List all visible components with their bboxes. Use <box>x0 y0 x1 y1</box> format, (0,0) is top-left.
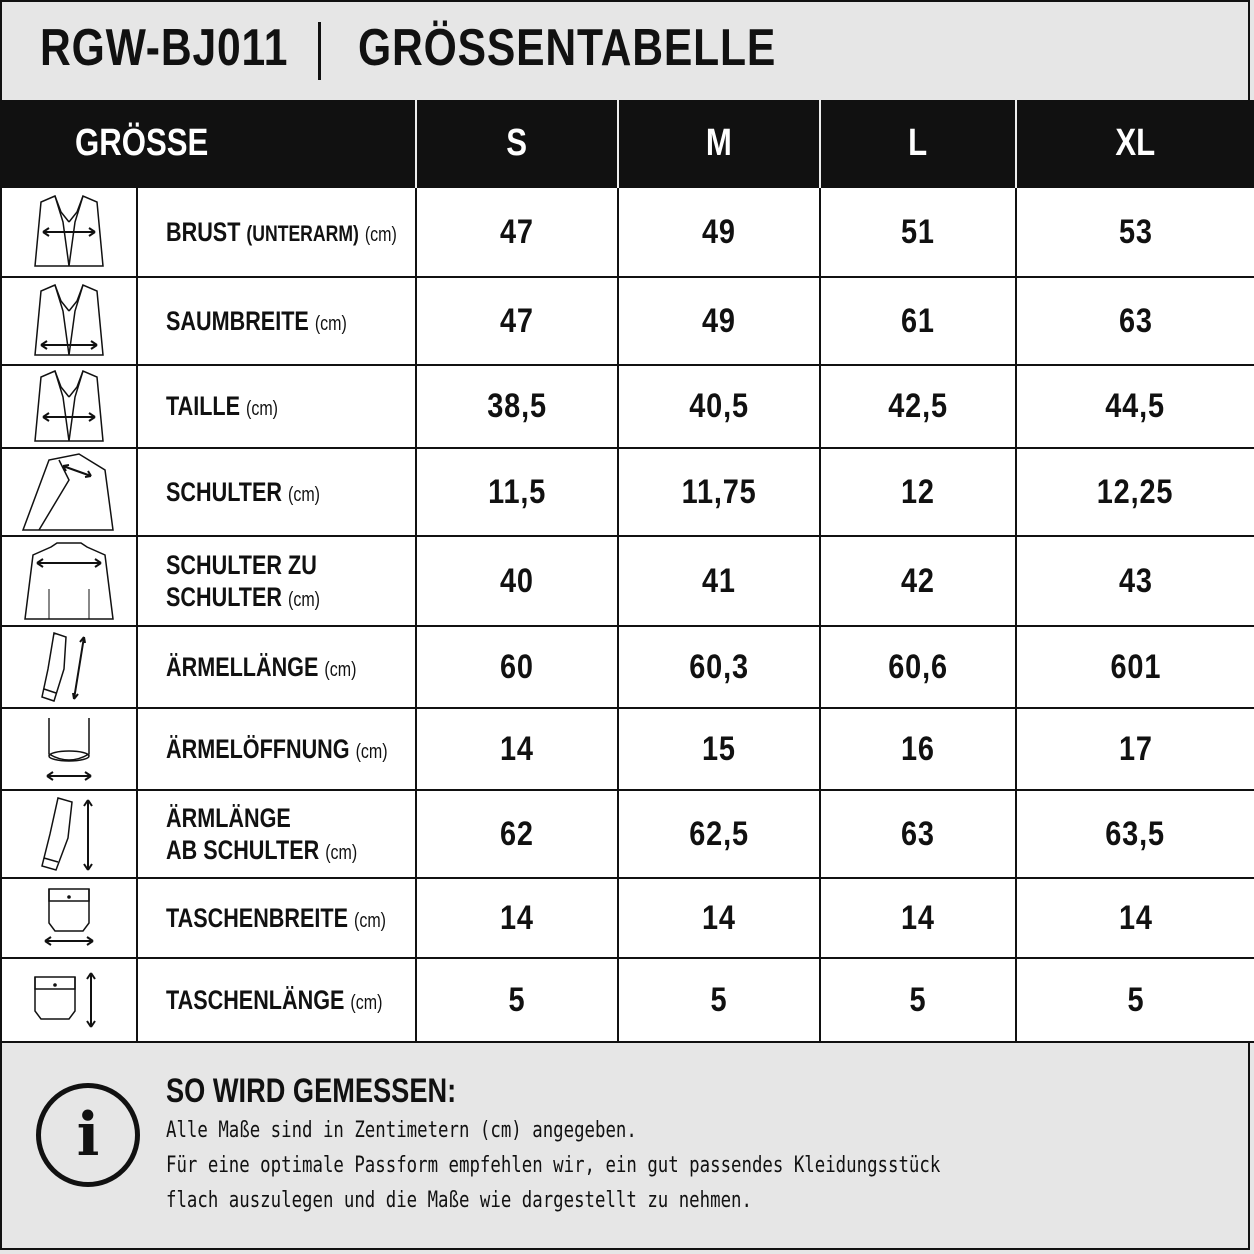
size-value: 5 <box>618 958 820 1042</box>
size-value: 49 <box>618 187 820 277</box>
table-row <box>1 958 1254 1042</box>
jacket-back-shoulder-icon <box>2 539 136 623</box>
page-title: GRÖSSENTABELLE <box>358 19 777 77</box>
size-header-l: L <box>820 100 1016 187</box>
size-table <box>0 100 1254 1043</box>
size-value: 40,5 <box>618 365 820 448</box>
measure-label: BRUST (UNTERARM) (cm) <box>137 187 416 277</box>
size-value: 40 <box>416 536 618 626</box>
measure-label: ÄRMLÄNGE AB SCHULTER (cm) <box>137 790 416 878</box>
table-row <box>1 365 1254 448</box>
size-value: 60,3 <box>618 626 820 708</box>
measure-label: TASCHENLÄNGE (cm) <box>137 958 416 1042</box>
measure-label: TAILLE (cm) <box>137 365 416 448</box>
size-value: 11,75 <box>618 448 820 536</box>
size-value: 60 <box>416 626 618 708</box>
product-code: RGW-BJ011 <box>40 19 289 77</box>
size-value: 44,5 <box>1016 365 1254 448</box>
size-value: 15 <box>618 708 820 790</box>
size-value: 43 <box>1016 536 1254 626</box>
jacket-waist-icon <box>2 367 136 447</box>
measure-icon-cell <box>1 187 137 277</box>
table-row <box>1 790 1254 878</box>
size-value: 14 <box>416 708 618 790</box>
size-value: 61 <box>820 277 1016 365</box>
jacket-chest-icon <box>2 192 136 272</box>
measure-icon-cell <box>1 708 137 790</box>
size-value: 63,5 <box>1016 790 1254 878</box>
measure-label: SCHULTER (cm) <box>137 448 416 536</box>
measure-icon-cell <box>1 277 137 365</box>
pocket-width-icon <box>2 885 136 951</box>
size-value: 42 <box>820 536 1016 626</box>
table-row <box>1 626 1254 708</box>
size-value: 60,6 <box>820 626 1016 708</box>
size-value: 17 <box>1016 708 1254 790</box>
info-line: flach auszulegen und die Maße wie dargestellt zu nehmen. <box>166 1188 752 1213</box>
size-value: 12,25 <box>1016 448 1254 536</box>
measure-label: ÄRMELÖFFNUNG (cm) <box>137 708 416 790</box>
size-header-xl: XL <box>1016 100 1254 187</box>
measure-icon-cell <box>1 536 137 626</box>
info-line: Alle Maße sind in Zentimetern (cm) angegeben. <box>166 1118 637 1143</box>
measure-icon-cell <box>1 365 137 448</box>
size-value: 41 <box>618 536 820 626</box>
size-value: 5 <box>416 958 618 1042</box>
table-row <box>1 708 1254 790</box>
sleeve-length-icon <box>2 629 136 705</box>
header-divider <box>318 22 321 80</box>
size-value: 14 <box>820 878 1016 958</box>
size-value: 14 <box>1016 878 1254 958</box>
size-value: 12 <box>820 448 1016 536</box>
size-value: 5 <box>820 958 1016 1042</box>
size-value: 53 <box>1016 187 1254 277</box>
size-header-label: GRÖSSE <box>1 100 416 187</box>
size-value: 42,5 <box>820 365 1016 448</box>
size-header-row <box>1 100 1254 187</box>
size-value: 63 <box>1016 277 1254 365</box>
table-row <box>1 187 1254 277</box>
table-row <box>1 448 1254 536</box>
measure-icon-cell <box>1 958 137 1042</box>
measure-icon-cell <box>1 790 137 878</box>
size-value: 14 <box>416 878 618 958</box>
sleeve-opening-icon <box>2 714 136 784</box>
measure-icon-cell <box>1 448 137 536</box>
size-value: 47 <box>416 277 618 365</box>
table-row <box>1 878 1254 958</box>
info-title: SO WIRD GEMESSEN: <box>166 1072 457 1110</box>
size-value: 47 <box>416 187 618 277</box>
measure-icon-cell <box>1 626 137 708</box>
size-value: 11,5 <box>416 448 618 536</box>
size-value: 14 <box>618 878 820 958</box>
table-row <box>1 277 1254 365</box>
size-value: 62,5 <box>618 790 820 878</box>
size-value: 5 <box>1016 958 1254 1042</box>
jacket-hem-icon <box>2 281 136 361</box>
size-value: 62 <box>416 790 618 878</box>
size-value: 38,5 <box>416 365 618 448</box>
measure-label: TASCHENBREITE (cm) <box>137 878 416 958</box>
measure-label: ÄRMELLÄNGE (cm) <box>137 626 416 708</box>
jacket-shoulder-icon <box>2 450 136 534</box>
size-header-s: S <box>416 100 618 187</box>
sleeve-from-shoulder-icon <box>2 794 136 874</box>
size-value: 63 <box>820 790 1016 878</box>
size-header-m: M <box>618 100 820 187</box>
measure-icon-cell <box>1 878 137 958</box>
info-line: Für eine optimale Passform empfehlen wir, ein gut passendes Kleidungsstück <box>166 1153 941 1178</box>
info-icon: i <box>36 1083 140 1187</box>
size-value: 51 <box>820 187 1016 277</box>
measure-label: SCHULTER ZU SCHULTER (cm) <box>137 536 416 626</box>
size-value: 601 <box>1016 626 1254 708</box>
page-header <box>0 0 1254 100</box>
size-value: 49 <box>618 277 820 365</box>
table-row <box>1 536 1254 626</box>
size-value: 16 <box>820 708 1016 790</box>
measure-label: SAUMBREITE (cm) <box>137 277 416 365</box>
pocket-length-icon <box>2 967 136 1033</box>
